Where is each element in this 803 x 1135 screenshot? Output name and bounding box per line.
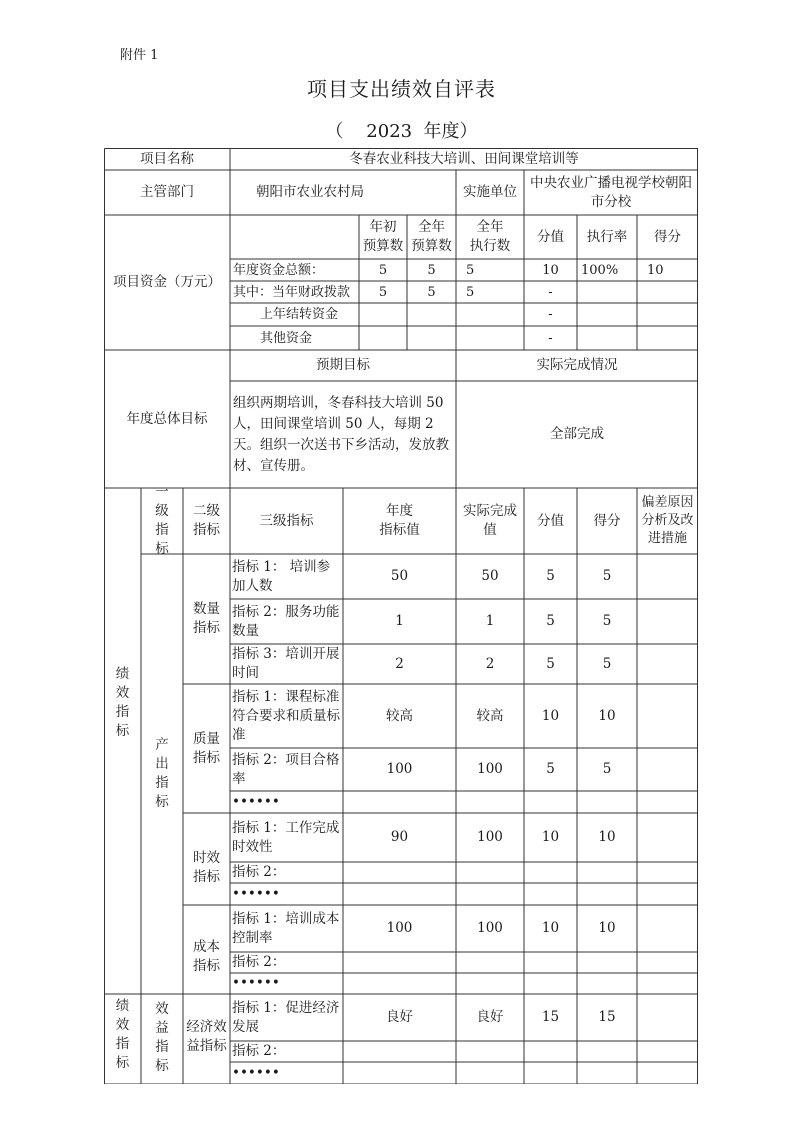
funds-row-got bbox=[637, 281, 698, 303]
project-name-value: 冬春农业科技大培训、田间课堂培训等 bbox=[349, 150, 579, 167]
indicator-name: 指标 1：促进经济发展 bbox=[232, 999, 340, 1035]
funds-row-rate: 100% bbox=[581, 262, 619, 278]
indicator-target bbox=[343, 952, 456, 973]
indicator-score bbox=[524, 952, 577, 973]
ind-header-score: 分值 bbox=[537, 512, 564, 529]
indicator-actual: 100 bbox=[477, 829, 503, 845]
indicator-actual: 100 bbox=[477, 920, 503, 936]
indicator-actual bbox=[456, 883, 524, 905]
group-quality: 质量指标 bbox=[193, 730, 220, 766]
impl-label: 实施单位 bbox=[463, 184, 517, 200]
funds-row-score: 10 bbox=[542, 262, 559, 278]
year-line: （ 2023 年度） bbox=[325, 121, 478, 142]
indicator-target bbox=[343, 883, 456, 905]
indicator-score bbox=[524, 883, 577, 905]
indicator-target: 100 bbox=[386, 761, 413, 777]
dept-value: 朝阳市农业农村局 bbox=[256, 184, 364, 200]
indicator-got: 10 bbox=[598, 707, 616, 724]
indicator-score: 10 bbox=[541, 707, 560, 724]
page-title: 项目支出绩效自评表 bbox=[307, 77, 496, 101]
indicator-target bbox=[343, 791, 456, 813]
impl-value: 中央农业广播电视学校朝阳市分校 bbox=[530, 174, 692, 210]
indicator-got: 5 bbox=[602, 568, 612, 584]
indicator-got: 5 bbox=[602, 655, 612, 672]
indicator-got: 10 bbox=[598, 920, 616, 936]
group-cost: 成本指标 bbox=[193, 939, 220, 974]
funds-row-rate bbox=[577, 281, 637, 303]
goals-actual-text: 全部完成 bbox=[550, 426, 604, 442]
perf-indicators-label: 绩效指标 bbox=[115, 666, 130, 739]
funds-row-executed: 5 bbox=[466, 284, 475, 300]
indicator-got: 5 bbox=[602, 761, 612, 777]
indicator-got bbox=[577, 1041, 637, 1062]
indicator-actual: 100 bbox=[477, 761, 503, 777]
group-quantity: 数量指标 bbox=[193, 601, 220, 636]
project-name-label: 项目名称 bbox=[140, 150, 194, 167]
funds-row-initial bbox=[359, 326, 407, 350]
indicator-target bbox=[343, 1041, 456, 1062]
indicator-actual: 2 bbox=[485, 655, 495, 672]
indicator-name: 指标 1：工作完成时效性 bbox=[232, 819, 340, 855]
goals-expected-text: 组织两期培训，冬春科技大培训 50 人，田间课堂培训 50 人，每期 2 天。组织一次送书下乡活动，发放教材、宣传册。 bbox=[233, 394, 449, 474]
funds-row-annual bbox=[407, 303, 456, 326]
funds-row-name: 其他资金 bbox=[260, 330, 313, 346]
indicator-name: •••••• bbox=[232, 975, 280, 991]
indicator-target: 较高 bbox=[386, 707, 413, 724]
indicator-score: 15 bbox=[541, 1009, 560, 1025]
indicator-target: 2 bbox=[395, 655, 404, 672]
indicator-name: 指标 2：项目合格率 bbox=[232, 751, 340, 787]
indicator-name: 指标 2： bbox=[232, 954, 286, 970]
dept-label: 主管部门 bbox=[140, 184, 194, 200]
funds-row-executed bbox=[456, 303, 524, 326]
indicator-name: 指标 1：课程标准符合要求和质量标准 bbox=[232, 688, 340, 743]
funds-row-annual: 5 bbox=[427, 284, 436, 300]
funds-row-annual: 5 bbox=[427, 262, 436, 278]
group-timeliness: 时效指标 bbox=[193, 850, 220, 885]
indicator-target: 50 bbox=[390, 568, 409, 584]
indicator-got bbox=[577, 973, 637, 994]
funds-row-score: - bbox=[548, 330, 553, 346]
indicator-actual bbox=[456, 973, 524, 994]
indicator-got bbox=[577, 1062, 637, 1084]
funds-header-annual: 全年 预算数 bbox=[411, 219, 452, 254]
indicator-score bbox=[524, 973, 577, 994]
indicator-actual bbox=[456, 791, 524, 813]
indicator-name: 指标 2： bbox=[232, 864, 286, 880]
funds-row-got: 10 bbox=[647, 262, 664, 278]
funds-header-initial: 年初 预算数 bbox=[362, 219, 404, 254]
ind-header-actual: 实际完成 值 bbox=[463, 503, 517, 538]
indicator-target bbox=[343, 973, 456, 994]
indicator-name: 指标 3：培训开展时间 bbox=[232, 646, 340, 681]
funds-row-got bbox=[637, 303, 698, 326]
funds-row-got bbox=[637, 326, 698, 350]
indicator-name: 指标 1： 培训参加人数 bbox=[232, 558, 331, 594]
goals-expected-header: 预期目标 bbox=[316, 357, 370, 373]
indicator-got: 5 bbox=[602, 613, 612, 629]
indicator-name: •••••• bbox=[232, 793, 280, 810]
indicator-name: •••••• bbox=[232, 885, 280, 902]
ind-header-got: 得分 bbox=[593, 512, 621, 529]
indicator-score: 10 bbox=[541, 829, 560, 845]
funds-header-rate: 执行率 bbox=[586, 228, 628, 245]
indicator-target: 90 bbox=[390, 829, 409, 845]
ind-header-level1: 一级指标 bbox=[155, 484, 169, 557]
indicator-name: 指标 1：培训成本控制率 bbox=[232, 910, 340, 946]
indicator-got bbox=[577, 862, 637, 883]
funds-row-initial bbox=[359, 303, 407, 326]
indicator-got: 10 bbox=[598, 829, 616, 845]
perf-indicators-label-2: 绩效指标 bbox=[115, 998, 130, 1071]
indicator-score: 5 bbox=[546, 568, 555, 584]
indicator-score: 10 bbox=[541, 920, 560, 936]
indicator-target bbox=[343, 1062, 456, 1084]
indicator-target: 100 bbox=[386, 920, 413, 936]
funds-row-executed: 5 bbox=[466, 262, 475, 278]
indicator-target: 1 bbox=[395, 613, 404, 629]
indicator-score bbox=[524, 791, 577, 813]
indicator-score: 5 bbox=[546, 613, 555, 629]
funds-row-executed bbox=[456, 326, 524, 350]
indicator-name: 指标 2： bbox=[232, 1043, 286, 1059]
ind-header-reason: 偏差原因分析及改进措施 bbox=[641, 495, 694, 546]
goals-label: 年度总体目标 bbox=[126, 410, 208, 427]
indicator-score bbox=[524, 862, 577, 883]
indicator-name: •••••• bbox=[232, 1064, 280, 1081]
indicator-score: 5 bbox=[546, 761, 555, 777]
indicator-score: 5 bbox=[546, 655, 555, 672]
indicator-actual bbox=[456, 952, 524, 973]
indicator-actual: 良好 bbox=[476, 1009, 504, 1025]
goals-actual-header: 实际完成情况 bbox=[536, 357, 618, 373]
funds-row-name: 上年结转资金 bbox=[260, 307, 339, 322]
ind-header-level2: 二级指标 bbox=[193, 503, 220, 538]
indicator-got bbox=[577, 952, 637, 973]
funds-row-annual bbox=[407, 326, 456, 350]
indicator-got: 15 bbox=[598, 1009, 616, 1025]
indicator-got bbox=[577, 883, 637, 905]
benefit-indicators-label: 效益指标 bbox=[155, 1001, 169, 1074]
funds-row-initial: 5 bbox=[378, 262, 388, 278]
funds-row-name: 年度资金总额： bbox=[233, 262, 325, 278]
indicator-actual bbox=[456, 1062, 524, 1084]
funds-row-rate bbox=[577, 326, 637, 350]
indicator-name: 指标 2：服务功能数量 bbox=[232, 603, 340, 639]
indicator-target bbox=[343, 862, 456, 883]
funds-label: 项目资金（万元） bbox=[113, 274, 221, 290]
indicator-actual: 50 bbox=[481, 568, 499, 584]
funds-row-score: - bbox=[548, 284, 553, 300]
output-indicators-label: 产出指标 bbox=[155, 737, 169, 810]
indicator-actual bbox=[456, 1041, 524, 1062]
indicator-actual bbox=[456, 862, 524, 883]
ind-header-target: 年度 指标值 bbox=[379, 503, 420, 538]
indicator-score bbox=[524, 1062, 577, 1084]
indicator-target: 良好 bbox=[386, 1009, 413, 1025]
indicator-got bbox=[577, 791, 637, 813]
funds-row-rate bbox=[577, 303, 637, 326]
funds-header-executed: 全年 执行数 bbox=[469, 219, 511, 254]
ind-header-level3: 三级指标 bbox=[259, 512, 314, 529]
indicator-actual: 1 bbox=[485, 613, 495, 629]
funds-row-score: - bbox=[548, 307, 553, 322]
funds-header-score: 分值 bbox=[537, 228, 564, 245]
funds-row-name: 其中：当年财政拨款 bbox=[233, 284, 351, 300]
indicator-score bbox=[524, 1041, 577, 1062]
self-evaluation-table bbox=[104, 148, 698, 1084]
attachment-label: 附件 1 bbox=[120, 48, 159, 63]
funds-header-got: 得分 bbox=[654, 228, 681, 245]
funds-row-initial: 5 bbox=[378, 284, 388, 300]
indicator-actual: 较高 bbox=[476, 707, 504, 724]
group-economic: 经济效益指标 bbox=[186, 1019, 227, 1054]
